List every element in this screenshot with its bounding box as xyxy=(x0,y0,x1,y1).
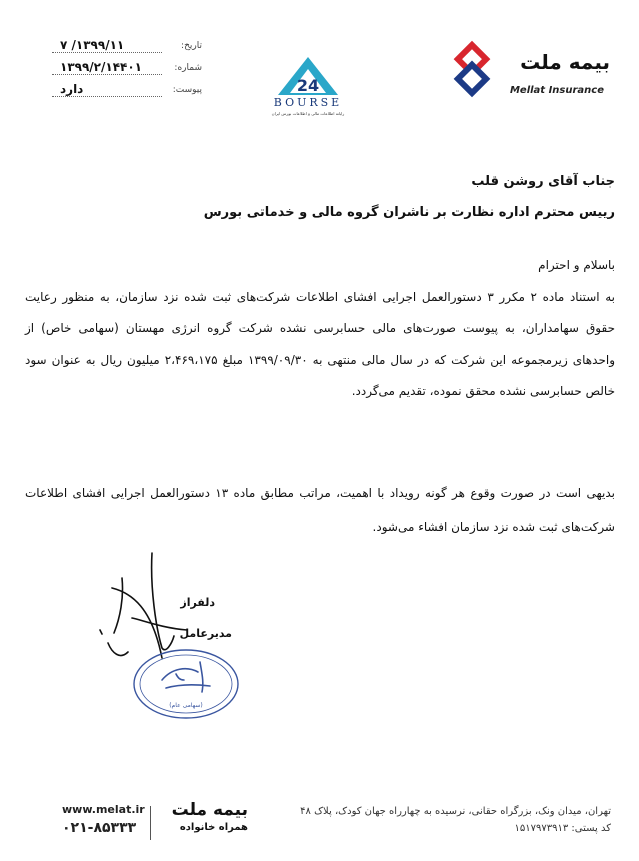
body-paragraph-2-text: بدیهی است در صورت وقوع هر گونه رویداد با اهمیت، مراتب مطابق ماده ۱۳ دستورالعمل اجرایی افشای اطلاعات شرکت‌های ثبت شده نزد سازمان افشاء می‌شود. xyxy=(25,486,615,534)
letter-meta xyxy=(52,38,202,104)
greeting: باسلام و احترام xyxy=(538,258,615,272)
footer-divider xyxy=(150,806,151,840)
number-row xyxy=(52,60,202,82)
attachment-line xyxy=(52,96,162,97)
footer-postal-code: کد پستی: ۱۵۱۷۹۷۳۹۱۳ xyxy=(514,823,611,834)
footer-website: www.melat.ir xyxy=(62,803,145,816)
date-label: تاریخ: xyxy=(181,41,202,51)
body-paragraph-1 xyxy=(25,282,615,408)
stamp-label: (سهامی عام) xyxy=(169,702,203,709)
mellat-logo xyxy=(438,35,608,105)
bourse-subtitle: رایانه اطلاعات مالی و اطلاعات بورس ایران xyxy=(271,111,345,116)
footer-brand: بیمه ملت xyxy=(171,800,248,820)
attachment-value: دارد xyxy=(60,82,84,96)
date-row xyxy=(52,38,202,60)
signatory-name: دلفراز xyxy=(180,596,215,609)
footer-phone: ۰۲۱-۸۵۳۳۳ xyxy=(62,820,137,836)
number-value: ۱۳۹۹/۲/۱۴۴۰۱ xyxy=(60,60,143,74)
bourse-wordmark: BOURSE xyxy=(273,96,343,109)
date-line xyxy=(52,52,162,53)
mellat-wordmark-fa: بیمه ملت xyxy=(520,50,610,74)
recipient-name: جناب آقای روشن قلب xyxy=(471,174,615,189)
number-label: شماره: xyxy=(174,63,202,73)
recipient-title: رییس محترم اداره نظارت بر ناشران گروه مالی و خدماتی بورس xyxy=(203,205,615,220)
bourse-emblem-icon xyxy=(258,55,358,99)
date-value: ۱۳۹۹/۱۱/ ۷ xyxy=(60,38,125,52)
mellat-wordmark-en: Mellat Insurance xyxy=(509,85,604,96)
svg-text:24: 24 xyxy=(296,76,320,95)
footer-slogan: همراه خانواده xyxy=(179,822,248,833)
number-line xyxy=(52,74,162,75)
footer-address: تهران، میدان ونک، بزرگراه حقانی، نرسیده به چهارراه جهان کودک، پلاک ۴۸ xyxy=(300,806,611,817)
body-paragraph-1-text: به استناد ماده ۲ مکرر ۳ دستورالعمل اجرایی افشای اطلاعات شرکت‌های ثبت شده نزد سازمان، به منظور رعایت حقوق سهامداران، به پیوست صورت‌های مالی حسابرسی نشده شرکت گروه انرژی مهستان (سهامی خاص) از واحدهای زیرمجموعه این شرکت که در سال مالی منتهی به ۱۳۹۹/۰۹/۳۰ مبلغ ۲،۴۶۹،۱۷۵ میلیون ریال به عنوان سود خالص حسابرسی نشده محقق نموده، تقدیم می‌گردد. xyxy=(25,290,615,399)
company-stamp xyxy=(132,648,240,720)
attachment-label: پیوست: xyxy=(172,85,202,95)
attachment-row xyxy=(52,82,202,104)
body-paragraph-2 xyxy=(25,476,615,544)
signatory-title: مدیرعامل xyxy=(179,627,232,640)
bourse-logo xyxy=(258,55,358,125)
